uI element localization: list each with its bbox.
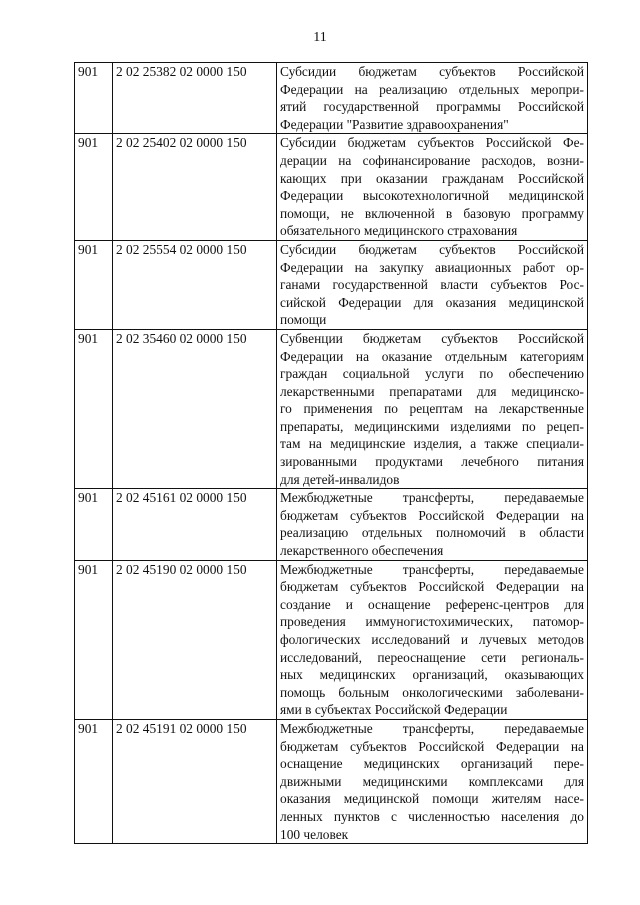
budget-code-cell: 2 02 45161 02 0000 150: [113, 489, 277, 560]
description-line: бюджетам субъектов Российской Федерации на: [280, 579, 584, 595]
table-row: [75, 560, 588, 719]
budget-revenue-table: [74, 62, 588, 844]
table-row: [75, 240, 588, 329]
admin-code-cell: 901: [75, 240, 113, 329]
table-row: [75, 63, 588, 134]
admin-code-cell: 901: [75, 719, 113, 843]
description-line: ями в субъектах Российской Федерации: [280, 702, 508, 718]
table-row: [75, 329, 588, 488]
description-cell: [277, 719, 588, 843]
description-line: Субвенции бюджетам субъектов Российской: [280, 330, 584, 346]
description-line: помощь больным онкологическими заболевани-: [280, 684, 584, 700]
description-line: там на медицинские изделия, а также специали-: [280, 436, 584, 452]
admin-code-cell: 901: [75, 560, 113, 719]
description-line: помощи: [280, 312, 327, 328]
description-line: Федерации высокотехнологичной медицинской: [280, 188, 584, 204]
budget-code-cell: 2 02 25382 02 0000 150: [113, 63, 277, 134]
description-line: Федерации "Развитие здравоохранения": [280, 116, 509, 132]
table-row: [75, 489, 588, 560]
description-line: ганами государственной власти субъектов Рос-: [280, 277, 584, 293]
description-line: лекарственными препаратами для медицинско-: [280, 383, 584, 399]
description-line: го применения по рецептам на лекарственные: [280, 401, 584, 417]
description-line: Субсидии бюджетам субъектов Российской: [280, 64, 584, 79]
budget-code-cell: 2 02 25402 02 0000 150: [113, 134, 277, 241]
description-line: Субсидии бюджетам субъектов Российской: [280, 241, 584, 257]
table-body: [75, 63, 588, 844]
description-line: проведения иммуногистохимических, патомор-: [280, 614, 584, 630]
description-line: дерации на софинансирование расходов, возни-: [280, 152, 584, 168]
description-cell: [277, 240, 588, 329]
description-line: препараты, медицинскими изделиями по рецеп-: [280, 418, 584, 434]
description-line: ятий государственной программы Российской: [280, 99, 584, 115]
admin-code-cell: 901: [75, 489, 113, 560]
admin-code-cell: 901: [75, 63, 113, 134]
description-line: движными медицинскими комплексами для: [280, 773, 584, 789]
description-line: помощи, не включенной в базовую программу: [280, 205, 584, 221]
description-line: 100 человек: [280, 826, 349, 842]
description-cell: [277, 134, 588, 241]
admin-code-cell: 901: [75, 329, 113, 488]
description-line: Межбюджетные трансферты, передаваемые: [280, 561, 584, 577]
description-line: Межбюджетные трансферты, передаваемые: [280, 720, 584, 736]
budget-code-cell: 2 02 45190 02 0000 150: [113, 560, 277, 719]
description-cell: [277, 560, 588, 719]
budget-code-cell: 2 02 25554 02 0000 150: [113, 240, 277, 329]
description-line: обязательного медицинского страхования: [280, 223, 518, 239]
budget-code-cell: 2 02 35460 02 0000 150: [113, 329, 277, 488]
description-line: кающих при оказании гражданам Российской: [280, 170, 584, 186]
description-line: бюджетам субъектов Российской Федерации на: [280, 738, 584, 754]
description-cell: [277, 63, 588, 134]
description-cell: [277, 489, 588, 560]
description-line: ленных пунктов с численностью населения до: [280, 808, 584, 824]
description-line: Федерации на закупку авиационных работ ор-: [280, 259, 584, 275]
page-number: 11: [313, 30, 327, 45]
description-line: ных медицинских организаций, оказывающих: [280, 667, 584, 683]
description-line: Субсидии бюджетам субъектов Российской Фе-: [280, 135, 584, 151]
table-row: [75, 719, 588, 843]
table-row: [75, 134, 588, 241]
description-line: реализацию отдельных полномочий в области: [280, 525, 584, 541]
description-line: зированными продуктами лечебного питания: [280, 454, 584, 470]
description-line: фологических исследований и лучевых методов: [280, 632, 584, 647]
description-line: Федерации на реализацию отдельных меропри-: [280, 81, 584, 97]
description-line: оснащение медицинских организаций пере-: [280, 756, 584, 772]
description-line: создание и оснащение референс-центров для: [280, 596, 584, 612]
description-line: Межбюджетные трансферты, передаваемые: [280, 490, 584, 506]
admin-code-cell: 901: [75, 134, 113, 241]
description-line: Федерации на оказание отдельным категориям: [280, 348, 584, 364]
description-line: исследований, переоснащение сети региональ-: [280, 649, 584, 665]
description-line: для детей-инвалидов: [280, 471, 400, 487]
description-line: граждан социальной услуги по обеспечению: [280, 366, 584, 382]
description-line: оказания медицинской помощи жителям насе-: [280, 791, 584, 807]
description-line: лекарственного обеспечения: [280, 543, 444, 559]
description-cell: [277, 329, 588, 488]
description-line: сийской Федерации для оказания медицинской: [280, 294, 584, 310]
budget-code-cell: 2 02 45191 02 0000 150: [113, 719, 277, 843]
description-line: бюджетам субъектов Российской Федерации на: [280, 507, 584, 523]
